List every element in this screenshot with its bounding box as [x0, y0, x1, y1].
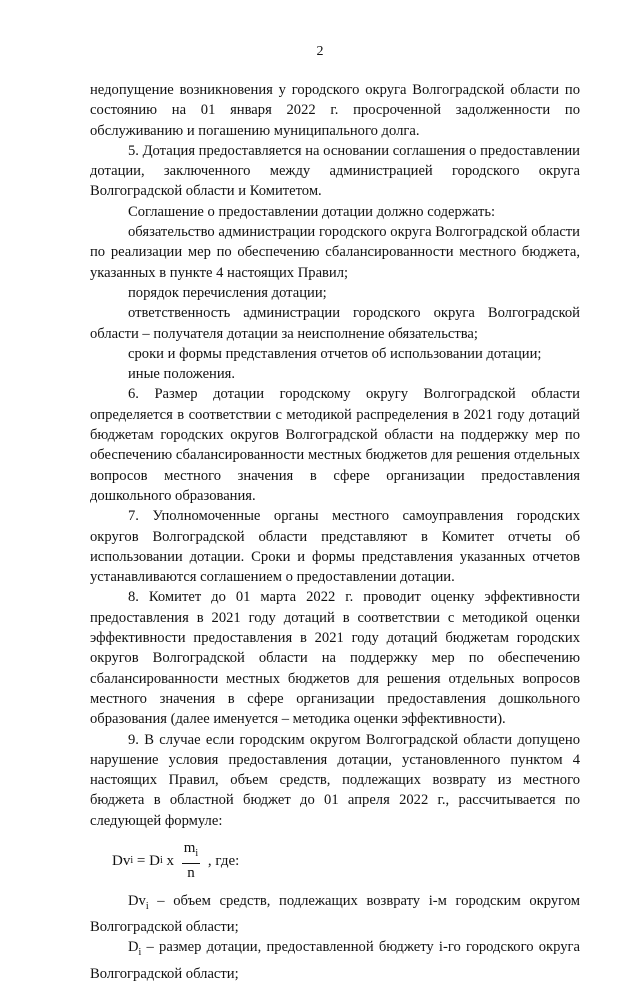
agreement-item-other: иные положения.: [128, 366, 236, 383]
paragraph-5: 5. Дотация предоставляется на основании соглашения о предоставлении дотации, заключенного между администрацией городского округа Волгоградской области и Комитетом.: [90, 142, 580, 200]
formula-lhs-sub: i: [130, 854, 134, 866]
paragraph-7: 7. Уполномоченные органы местного самоуправления городских округов Волгоградской области представляют в Комитет отчеты об использовании дотации. Сроки и формы представления указанных отчетов устанавливаются соглашением о предоставлении дотации.: [90, 508, 580, 586]
agreement-intro: Соглашение о предоставлении дотации должно содержать:: [128, 203, 496, 220]
definition-d: $D_i$ – размер дотации, предоставленной бюджету i-го городского округа Волгоградской области;: [90, 939, 580, 982]
page-number: 2: [316, 44, 324, 59]
agreement-item-transfer: порядок перечисления дотации;: [128, 284, 327, 301]
paragraph-9: 9. В случае если городским округом Волгоградской области допущено нарушение условия предоставления дотации, установленного пунктом 4 настоящих Правил, объем средств, подлежащих возврату из местного бюджета в областной бюджет до 01 апреля 2022 г., рассчитывается по следующей формуле:: [90, 731, 580, 829]
paragraph-6: 6. Размер дотации городскому округу Волгоградской области определяется в соответствии с методикой распределения в 2021 году дотаций бюджетам городских округов Волгоградской области на поддержку мер по обеспечению сбалансированности местных бюджетов для решения отдельных вопросов местного значения в сфере организации предоставления дошкольного образования.: [90, 386, 580, 504]
formula-denominator: n: [187, 865, 195, 882]
formula-fraction: [182, 839, 200, 882]
document-body: [90, 80, 580, 984]
formula-lhs: Dv: [112, 852, 131, 869]
agreement-item-reports: сроки и формы представления отчетов об использовании дотации;: [128, 345, 542, 362]
paragraph-debt: недопущение возникновения у городского округа Волгоградской области по состоянию на 01 января 2022 г. просроченной задолженности по обслуживанию и погашению муниципального долга.: [90, 82, 580, 139]
formula-d: D: [149, 852, 160, 869]
return-formula: [90, 831, 580, 891]
paragraph-8: 8. Комитет до 01 марта 2022 г. проводит оценку эффективности предоставления в 2021 году дотаций в соответствии с методикой оценки эффективности предоставления в 2021 году дотаций бюджетам городских округов Волгоградской области на поддержку мер по обеспечению сбалансированности местных бюджетов для решения отдельных вопросов местного значения в сфере организации предоставления дошкольного образования (далее именуется – методика оценки эффективности).: [90, 589, 580, 728]
formula-tail: , где:: [204, 852, 240, 869]
formula-eq: =: [133, 852, 150, 869]
agreement-item-responsibility: ответственность администрации городского округа Волгоградской области – получателя дотации за неисполнение обязательства;: [90, 305, 580, 342]
definition-dv: $Dv_i$ – объем средств, подлежащих возврату i-м городским округом Волгоградской области;: [90, 892, 580, 936]
agreement-item-obligation: обязательство администрации городского округа Волгоградской области по реализации мер по обеспечению сбалансированности местного бюджета, указанных в пункте 4 настоящих Правил;: [90, 224, 580, 281]
formula-d-sub: i: [159, 854, 163, 866]
formula-numerator: $m_i$: [182, 839, 200, 864]
formula-times: x: [162, 852, 178, 869]
